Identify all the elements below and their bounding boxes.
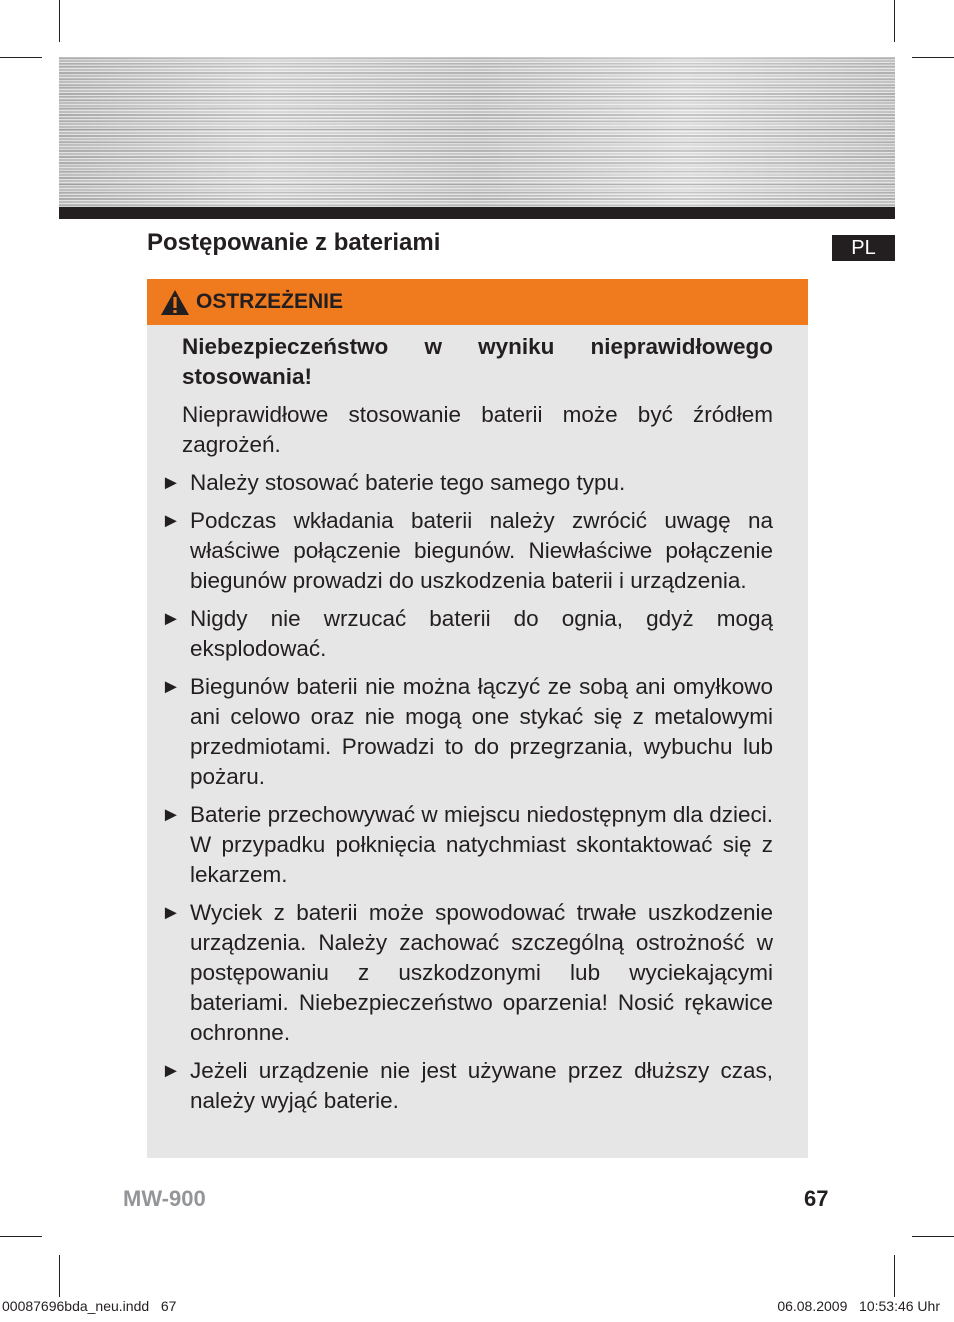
list-item-text: Jeżeli urządzenie nie jest używane przez dłuższy czas, należy wyjąć baterie. xyxy=(190,1058,773,1113)
list-item-text: Wyciek z baterii może spowodować trwałe uszkodzenie urządzenia. Należy zachować szczególną ostrożność w postępowaniu z uszkodzonymi lub wyciekającymi bateriami. Niebezpieczeństwo oparzenia! Nosić rękawice ochronne. xyxy=(190,900,773,1045)
crop-mark xyxy=(59,0,60,42)
list-item xyxy=(147,468,808,498)
crop-mark xyxy=(59,1255,60,1297)
warning-body xyxy=(147,325,808,1158)
list-item-text: Baterie przechowywać w miejscu niedostępnym dla dzieci. W przypadku połknięcia natychmiast skontaktować się z lekarzem. xyxy=(190,802,773,887)
header-rule xyxy=(59,207,895,219)
arrow-right-icon: ► xyxy=(161,608,181,630)
crop-mark xyxy=(894,1255,895,1297)
warning-header xyxy=(147,279,808,325)
arrow-right-icon: ► xyxy=(161,902,181,924)
instruction-list xyxy=(147,468,808,1116)
arrow-right-icon: ► xyxy=(161,676,181,698)
arrow-right-icon: ► xyxy=(161,510,181,532)
list-item xyxy=(147,898,808,1048)
list-item xyxy=(147,506,808,596)
list-item xyxy=(147,800,808,890)
list-item-text: Podczas wkładania baterii należy zwrócić uwagę na właściwe połączenie biegunów. Niewłaściwe połączenie biegunów prowadzi do uszkodzenia baterii i urządzenia. xyxy=(190,508,773,593)
page-number: 67 xyxy=(804,1186,829,1211)
crop-mark xyxy=(912,1236,954,1237)
crop-mark xyxy=(0,1236,42,1237)
print-slug-timestamp: 06.08.2009 10:53:46 Uhr xyxy=(777,1298,940,1314)
list-item-text: Biegunów baterii nie można łączyć ze sobą ani omyłkowo ani celowo oraz nie mogą one stykać się z metalowymi przedmiotami. Prowadzi to do przegrzania, wybuchu lub pożaru. xyxy=(190,674,773,789)
danger-title: Niebezpieczeństwo w wyniku nieprawidłowego stosowania! xyxy=(182,334,773,389)
arrow-right-icon: ► xyxy=(161,1060,181,1082)
warning-intro: Nieprawidłowe stosowanie baterii może być źródłem zagrożeń. xyxy=(182,402,773,457)
list-item-text: Należy stosować baterie tego samego typu. xyxy=(190,470,626,495)
section-title: Postępowanie z bateriami xyxy=(147,229,441,256)
list-item xyxy=(147,604,808,664)
warning-content xyxy=(147,332,808,1124)
crop-mark xyxy=(912,57,954,58)
warning-triangle-icon xyxy=(160,289,190,316)
list-item-text: Nigdy nie wrzucać baterii do ognia, gdyż mogą eksplodować. xyxy=(190,606,773,661)
crop-mark xyxy=(894,0,895,42)
arrow-right-icon: ► xyxy=(161,472,181,494)
arrow-right-icon: ► xyxy=(161,804,181,826)
print-slug-file: 00087696bda_neu.indd 67 xyxy=(2,1298,177,1314)
warning-label: OSTRZEŻENIE xyxy=(196,290,344,313)
header-banner xyxy=(59,57,895,207)
list-item xyxy=(147,672,808,792)
model-name: MW-900 xyxy=(123,1186,206,1211)
list-item xyxy=(147,1056,808,1116)
language-tab: PL xyxy=(832,235,895,261)
crop-mark xyxy=(0,57,42,58)
